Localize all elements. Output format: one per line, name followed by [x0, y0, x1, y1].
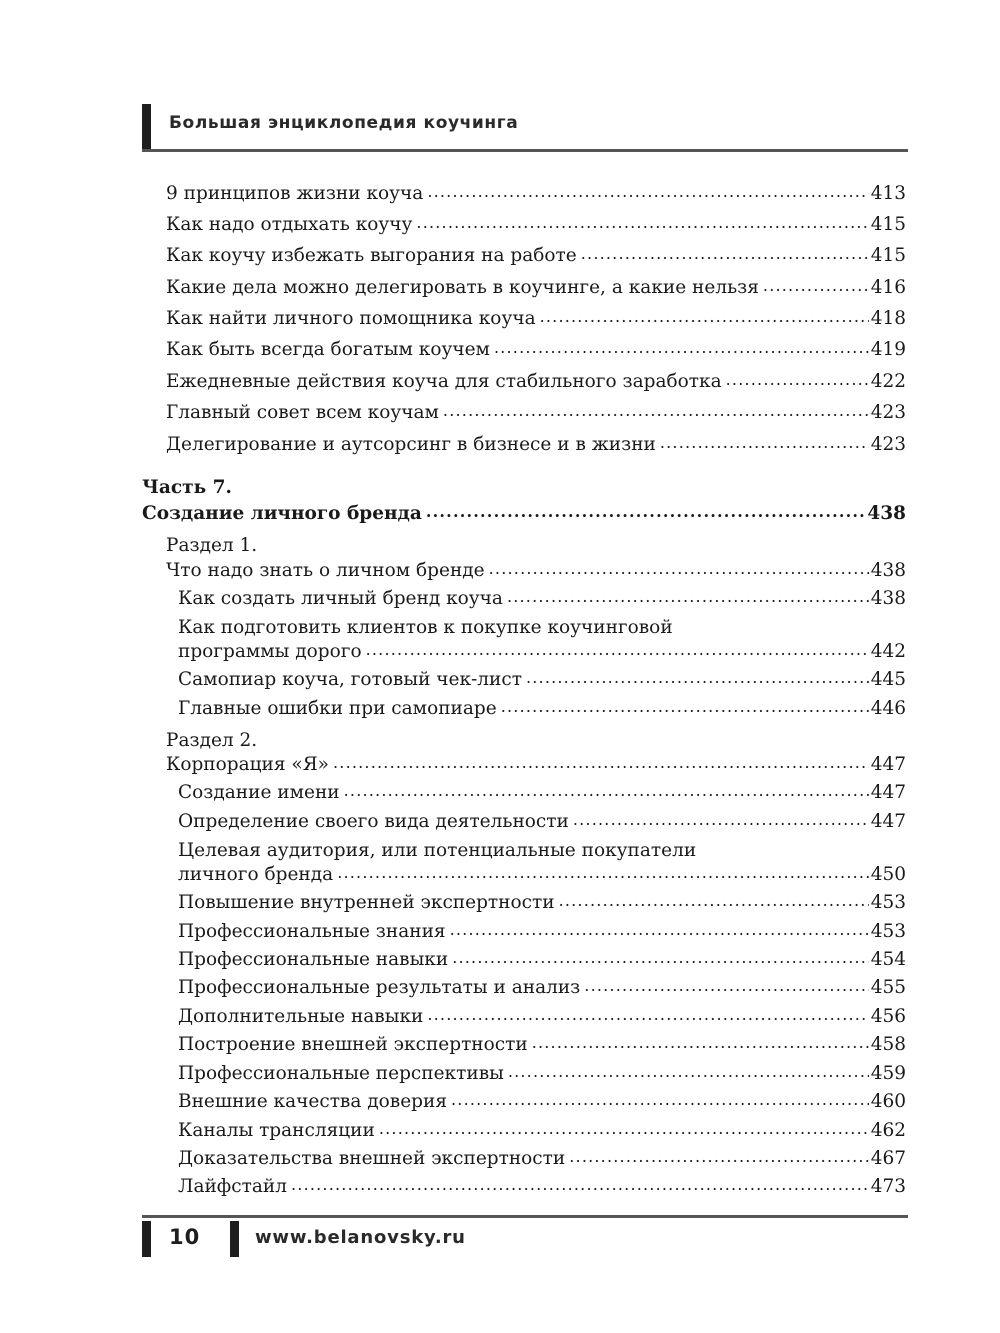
- toc-entry-title: Как создать личный бренд коуча: [178, 588, 503, 609]
- toc-entry[interactable]: [178, 697, 906, 721]
- toc-entry-page: 462: [870, 1120, 906, 1141]
- footer-rule: [142, 1215, 908, 1218]
- toc-entry-title: личного бренда: [178, 864, 334, 885]
- toc-entry-title: Доказательства внешней экспертности: [178, 1148, 566, 1169]
- toc-entry-page: 458: [870, 1034, 906, 1055]
- toc-entry[interactable]: [178, 976, 906, 1000]
- toc-entry-page: 415: [870, 245, 906, 266]
- toc-entry[interactable]: [166, 401, 906, 425]
- toc-entry-title: Повышение внутренней экспертности: [178, 892, 555, 913]
- toc-entry[interactable]: [166, 182, 906, 206]
- toc-entry-page: 423: [870, 402, 906, 423]
- toc-leader-dots: [366, 638, 869, 662]
- toc-entry-title: Как найти личного помощника коуча: [166, 308, 536, 329]
- toc-entry-page: 446: [870, 698, 906, 719]
- section-label: Раздел 1.: [166, 535, 258, 556]
- toc-entry-page: 413: [870, 183, 906, 204]
- toc-leader-dots: [416, 211, 868, 235]
- toc-leader-dots: [508, 1060, 869, 1084]
- toc-entry[interactable]: [166, 213, 906, 237]
- toc-entry-page: 453: [870, 892, 906, 913]
- toc-entry[interactable]: [178, 948, 906, 972]
- toc-entry-page: 442: [870, 641, 906, 662]
- toc-leader-dots: [559, 889, 869, 913]
- toc-entry[interactable]: [178, 1005, 906, 1029]
- toc-leader-dots: [507, 585, 869, 609]
- book-title: Большая энциклопедия коучинга: [169, 113, 519, 133]
- toc-entry-page: 454: [870, 949, 906, 970]
- toc-leader-dots: [494, 336, 869, 360]
- toc-entry-title: Построение внешней экспертности: [178, 1034, 528, 1055]
- toc-entry-page: 460: [870, 1091, 906, 1112]
- toc-entry-page: 438: [870, 560, 906, 581]
- page-number: 10: [169, 1225, 201, 1249]
- part-title: Создание личного бренда: [142, 503, 422, 524]
- toc-entry[interactable]: [178, 781, 906, 805]
- toc-entry-page: 445: [870, 669, 906, 690]
- toc-entry-title: Как надо отдыхать коучу: [166, 214, 413, 235]
- toc-entry[interactable]: [178, 1147, 906, 1171]
- toc-entry[interactable]: [178, 920, 906, 944]
- toc-entry[interactable]: [178, 1090, 906, 1114]
- toc-leader-dots: [763, 274, 869, 298]
- toc-entry-page: 419: [870, 339, 906, 360]
- toc-entry-title: Профессиональные результаты и анализ: [178, 977, 581, 998]
- toc-entry-part[interactable]: [142, 502, 906, 526]
- toc-entry-title: Делегирование и аутсорсинг в бизнесе и в жизни: [166, 434, 656, 455]
- footer-divider-bar: [230, 1221, 239, 1257]
- toc-leader-dots: [427, 180, 868, 204]
- toc-entry-page: 423: [870, 434, 906, 455]
- toc-leader-dots: [451, 1088, 869, 1112]
- toc-entry-title: Ежедневные действия коуча для стабильного заработка: [166, 371, 722, 392]
- toc-leader-dots: [532, 1031, 869, 1055]
- toc-entry-page: 456: [870, 1006, 906, 1027]
- toc-entry[interactable]: [166, 244, 906, 268]
- toc-entry-title: Внешние качества доверия: [178, 1091, 447, 1112]
- toc-entry-page: 418: [870, 308, 906, 329]
- toc-entry[interactable]: [166, 307, 906, 331]
- toc-entry-title-line1: Как подготовить клиентов к покупке коучинговой: [178, 617, 673, 638]
- toc-entry-title: Профессиональные знания: [178, 921, 446, 942]
- toc-entry-title: Каналы трансляции: [178, 1120, 375, 1141]
- toc-leader-dots: [540, 305, 869, 329]
- toc-entry[interactable]: [178, 863, 906, 887]
- toc-entry[interactable]: [178, 891, 906, 915]
- toc-entry-page: 438: [870, 588, 906, 609]
- toc-leader-dots: [660, 431, 869, 455]
- page-footer: [142, 1215, 908, 1257]
- toc-entry-section[interactable]: [166, 559, 906, 583]
- toc-entry[interactable]: [178, 1119, 906, 1143]
- toc-entry[interactable]: [166, 370, 906, 394]
- toc-entry[interactable]: [178, 810, 906, 834]
- toc-leader-dots: [573, 808, 869, 832]
- website-url: www.belanovsky.ru: [255, 1227, 466, 1248]
- toc-entry-title: Главные ошибки при самопиаре: [178, 698, 497, 719]
- toc-leader-dots: [337, 861, 869, 885]
- toc-leader-dots: [426, 500, 866, 524]
- toc-leader-dots: [726, 368, 869, 392]
- toc-entry[interactable]: [166, 276, 906, 300]
- toc-entry-page: 467: [870, 1148, 906, 1169]
- toc-leader-dots: [489, 557, 869, 581]
- toc-entry-page: 415: [870, 214, 906, 235]
- toc-leader-dots: [569, 1145, 868, 1169]
- toc-entry-page: 450: [870, 864, 906, 885]
- toc-leader-dots: [452, 946, 868, 970]
- toc-entry[interactable]: [166, 338, 906, 362]
- toc-entry-title: Профессиональные навыки: [178, 949, 449, 970]
- toc-entry-title: программы дорого: [178, 641, 362, 662]
- toc-entry-title: Лайфстайл: [178, 1176, 287, 1197]
- toc-entry-title: Дополнительные навыки: [178, 1006, 424, 1027]
- toc-leader-dots: [501, 695, 869, 719]
- toc-entry-page: 473: [870, 1176, 906, 1197]
- toc-entry[interactable]: [178, 1033, 906, 1057]
- part-label: Часть 7.: [142, 477, 232, 498]
- toc-entry[interactable]: [178, 668, 906, 692]
- toc-entry-page: 416: [870, 277, 906, 298]
- toc-entry-page: 459: [870, 1063, 906, 1084]
- toc-leader-dots: [427, 1003, 868, 1027]
- toc-entry[interactable]: [178, 587, 906, 611]
- toc-entry[interactable]: [178, 1175, 906, 1199]
- toc-entry-title: 9 принципов жизни коуча: [166, 183, 424, 204]
- toc-leader-dots: [379, 1117, 869, 1141]
- toc-entry-page: 447: [870, 754, 906, 775]
- section-title: Что надо знать о личном бренде: [166, 560, 485, 581]
- toc-leader-dots: [526, 666, 869, 690]
- toc-entry-title: Как быть всегда богатым коучем: [166, 339, 490, 360]
- toc-entry-title: Создание имени: [178, 782, 340, 803]
- section-title: Корпорация «Я»: [166, 754, 329, 775]
- toc-entry-title: Самопиар коуча, готовый чек-лист: [178, 669, 522, 690]
- toc-entry[interactable]: [166, 433, 906, 457]
- toc-entry-title: Главный совет всем коучам: [166, 402, 439, 423]
- toc-entry-title: Как коучу избежать выгорания на работе: [166, 245, 577, 266]
- toc-entry-section[interactable]: [166, 753, 906, 777]
- toc-entry-page: 438: [867, 503, 906, 524]
- toc-entry-page: 447: [870, 782, 906, 803]
- toc-leader-dots: [333, 751, 869, 775]
- toc-leader-dots: [581, 242, 869, 266]
- toc-leader-dots: [584, 974, 868, 998]
- toc-entry-title-line1: Целевая аудитория, или потенциальные покупатели: [178, 840, 697, 861]
- toc-entry-title: Определение своего вида деятельности: [178, 811, 569, 832]
- toc-entry[interactable]: [178, 1062, 906, 1086]
- footer-accent-bar: [142, 1221, 151, 1257]
- toc-leader-dots: [450, 918, 869, 942]
- toc-leader-dots: [443, 399, 869, 423]
- toc-leader-dots: [291, 1173, 869, 1197]
- toc-entry-page: 453: [870, 921, 906, 942]
- toc-entry-page: 455: [870, 977, 906, 998]
- toc-entry-title: Какие дела можно делегировать в коучинге, а какие нельзя: [166, 277, 759, 298]
- section-label: Раздел 2.: [166, 730, 258, 751]
- toc-entry-title: Профессиональные перспективы: [178, 1063, 504, 1084]
- toc-leader-dots: [344, 779, 869, 803]
- toc-entry[interactable]: [178, 640, 906, 664]
- toc-entry-page: 422: [870, 371, 906, 392]
- toc-entry-page: 447: [870, 811, 906, 832]
